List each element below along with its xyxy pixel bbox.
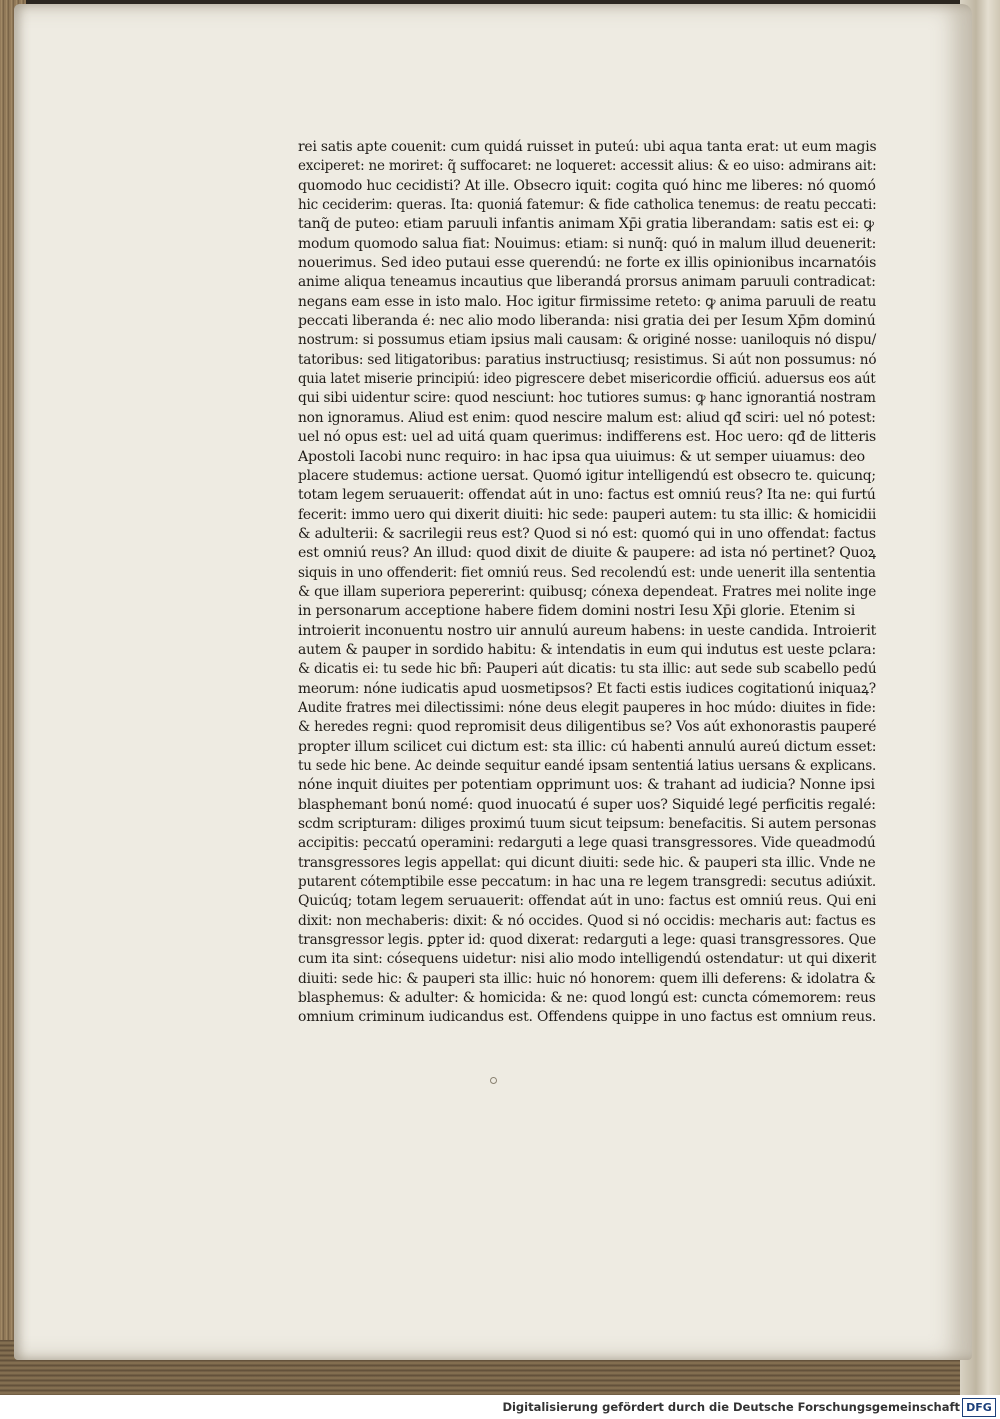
- text-line: tu sede hic bene. Ac deinde sequitur eandé ipsam sententiá latius uersans & explicans.: [298, 758, 877, 774]
- footer-credit: Digitalisierung gefördert durch die Deutsche Forschungsgemeinschaft: [502, 1400, 960, 1414]
- text-line: nouerimus. Sed ideo putaui esse querendú: ne forte ex illis opinionibus incarnatóis: [298, 255, 877, 272]
- text-line: nóne inquit diuites per potentiam opprimunt uos: & trahant ad iudicia? Nonne ipsi: [298, 777, 875, 794]
- text-line: tatoribus: sed litigatoribus: paratius instructiusq; resistimus. Si aút non possumus: nó: [298, 351, 877, 368]
- text-line: transgressor legis. ꝑpter id: quod dixerat: redarguti a lege: quasi transgressores. Que: [298, 932, 876, 949]
- text-line: peccati liberanda é: nec alio modo liberanda: nisi gratia dei per Iesum Xp̄m dominú: [298, 313, 876, 330]
- text-line: non ignoramus. Aliud est enim: quod nescire malum est: aliud qđ sciri: uel nó potest:: [298, 409, 876, 426]
- dfg-logo: DFG: [962, 1398, 996, 1417]
- text-line: & adulterii: & sacrilegii reus est? Quod si nó est: quomó qui in uno offendat: factus: [298, 525, 876, 542]
- text-line: quomodo huc cecidisti? At ille. Obsecro iquit: cogita quó hinc me liberes: nó quomó: [298, 177, 876, 194]
- text-line: rei satis apte couenit: cum quidá ruisset in puteú: ubi aqua tanta erat: ut eum magis: [298, 139, 877, 155]
- text-line: in personarum acceptione habere fidem domini nostri Iesu Xp̄i glorie. Etenim si: [298, 603, 856, 620]
- text-line: placere studemus: actione uersat. Quomó igitur intelligendú est obsecro te. quicunq;: [298, 467, 876, 484]
- text-line: negans eam esse in isto malo. Hoc igitur firmissime reteto: ꝙ anima paruuli de reatu: [298, 293, 877, 310]
- text-line: totam legem seruauerit: offendat aút in uno: factus est omniú reus? Ita ne: qui furtú: [298, 487, 876, 504]
- text-line: Audite fratres mei dilectissimi: nóne deus elegit pauperes in hoc múdo: diuites in fide:: [298, 699, 876, 716]
- text-line: Quicúq; totam legem seruauerit: offendat aút in uno: factus est omniú reus. Qui eni: [298, 893, 877, 910]
- text-line: accipitis: peccatú operamini: redarguti a lege quasi transgressores. Vide queadmodú: [298, 835, 876, 852]
- text-line: est omniú reus? An illud: quod dixit de diuite & paupere: ad ista nó pertinet? Quoꝝ: [298, 545, 876, 562]
- text-line: transgressores legis appellat: qui dicunt diuiti: sede hic. & pauperi sta illic. Vnde ne: [298, 854, 876, 871]
- text-line: exciperet: ne moriret: q̃ suffocaret: ne loqueret: accessit alius: & eo uiso: admirans ait:: [298, 158, 877, 175]
- text-line: qui sibi uidentur scire: quod nesciunt: hoc tutiores sumus: ꝙ hanc ignorantiá nostram: [298, 390, 876, 407]
- text-line: autem & pauper in sordido habitu: & intendatis in eum qui indutus est ueste pclara:: [298, 641, 876, 658]
- text-line: introierit inconuentu nostro uir annulú aureum habens: in ueste candida. Introierit: [298, 622, 877, 639]
- text-line: blasphemant bonú nomé: quod inuocatú é super uos? Siquidé legé perficitis regalé:: [298, 796, 876, 813]
- text-line: siquis in uno offenderit: fiet omniú reus. Sed recolendú est: unde uenerit illa sententia: [298, 564, 876, 581]
- text-line: fecerit: immo uero qui dixerit diuiti: hic sede: pauperi autem: tu sta illic: & homicidii: [298, 506, 877, 523]
- text-line: & que illam superiora pepererint: quibusq; cónexa dependeat. Fratres mei nolite inge: [298, 583, 877, 600]
- text-line: cum ita sint: cósequens uidetur: nisi alio modo intelligendú ostendatur: ut qui dixerit: [298, 951, 877, 968]
- page-mark: [490, 1077, 497, 1084]
- text-line: blasphemus: & adulter: & homicida: & ne: quod longú est: cuncta cómemorem: reus: [298, 990, 876, 1007]
- text-block: [298, 138, 878, 1028]
- text-line: anime aliqua teneamus incautius que liberandá prorsus animam paruuli contradicat:: [298, 274, 876, 291]
- text-line: Apostoli Iacobi nunc requiro: in hac ipsa qua uiuimus: & ut semper uiuamus: deo: [298, 448, 865, 465]
- text-line: tanq̃ de puteo: etiam paruuli infantis animam Xp̄i gratia liberandam: satis est ei: ꝙ: [298, 216, 874, 233]
- text-line: propter illum scilicet cui dictum est: sta illic: cú habenti annulú aureú dictum esset:: [298, 738, 877, 755]
- text-line: dixit: non mechaberis: dixit: & nó occides. Quod si nó occidis: mecharis aut: factus es: [298, 912, 876, 929]
- text-line: scdm scripturam: diliges proximú tuum sicut teipsum: benefacitis. Si autem personas: [298, 816, 877, 833]
- text-line: hic ceciderim: queras. Ita: quoniá fatemur: & fide catholica tenemus: de reatu peccati:: [298, 197, 877, 214]
- text-line: & dicatis ei: tu sede hic bñ: Pauperi aút dicatis: tu sta illic: aut sede sub scabello pedú: [298, 661, 877, 678]
- text-line: uel nó opus est: uel ad uitá quam querimus: indifferens est. Hoc uero: qđ de litteris: [298, 429, 877, 446]
- footer-bar: [0, 1395, 1000, 1419]
- text-line: omnium criminum iudicandus est. Offendens quippe in uno factus est omnium reus.: [298, 1009, 877, 1026]
- text-line: modum quomodo salua fiat: Nouimus: etiam: si nunq̃: quó in malum illud deuenerit:: [298, 235, 877, 252]
- text-line: putarent cótemptibile esse peccatum: in hac una re legem transgredi: secutus adiúxit.: [298, 874, 877, 891]
- text-line: & heredes regni: quod repromisit deus diligentibus se? Vos aút exhonorastis pauperé: [298, 719, 877, 736]
- text-line: diuiti: sede hic: & pauperi sta illic: huic nó honorem: quem illi deferens: & idolatra &: [298, 970, 876, 987]
- text-line: quia latet miserie principiú: ideo pigrescere debet misericordie officiú. aduersus eos aút: [298, 371, 876, 388]
- text-line: nostrum: si possumus etiam ipsius mali causam: & originé nosse: uaniloquis nó dispu/: [298, 332, 877, 349]
- text-line: meorum: nóne iudicatis apud uosmetipsos? Et facti estis iudices cogitationú iniquaꝝ?: [298, 680, 876, 697]
